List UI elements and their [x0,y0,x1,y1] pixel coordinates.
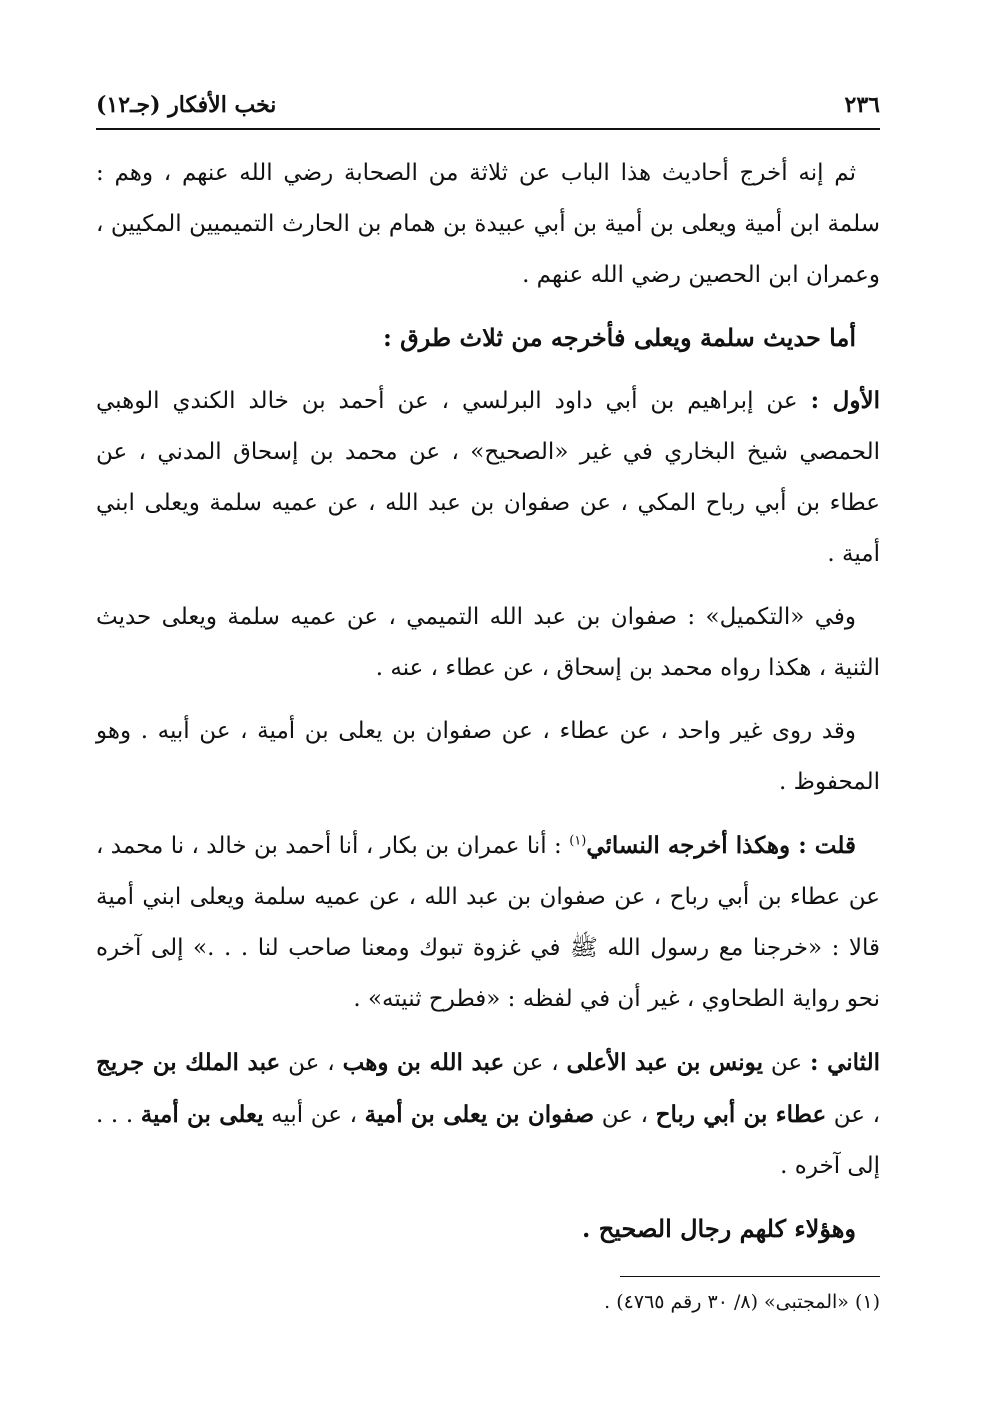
section-heading-salama-yala: أما حديث سلمة ويعلى فأخرجه من ثلاث طرق : [382,323,856,352]
paragraph-first-route [96,375,880,580]
header-rule [96,128,880,130]
text-segment: ، عن [280,1050,343,1076]
text-segment: عن [762,1050,810,1076]
narrator-name: عبد الملك بن جريج [96,1049,281,1076]
book-title: نخب الأفكار (جـ١٢) [96,92,277,118]
narrator-name: صفوان بن يعلى بن أمية [364,1101,595,1128]
narrator-name: عطاء بن أبي رباح [655,1101,827,1128]
paragraph-takmil: وفي «التكميل» : صفوان بن عبد الله التميمي ، عن عميه سلمة ويعلى حديث الثنية ، هكذا رواه محمد بن إسحاق ، عن عطاء ، عنه . [96,604,880,681]
text-segment: ، عن [826,1102,881,1128]
nasai-label: قلت : وهكذا أخرجه النسائي [586,832,856,859]
text-segment: ، عن أبيه [263,1102,365,1128]
narrator-name: يونس بن عبد الأعلى [566,1049,763,1076]
page-header [96,92,880,126]
book-page [96,92,880,1319]
first-route-label: الأول : [810,387,880,414]
first-route-text: عن إبراهيم بن أبي داود البرلسي ، عن أحمد بن خالد الكندي الوهبي الحمصي شيخ البخاري في غير «الصحيح» ، عن محمد بن إسحاق المدني ، عن عطاء بن أبي رباح المكي ، عن صفوان بن عبد الله ، عن عميه سلمة ويعلى ابني أمية . [96,388,880,567]
second-route-label: الثاني : [809,1049,880,1076]
paragraph-nasai [96,820,880,1025]
footnote: (١) «المجتبى» (٨/ ٣٠ رقم ٤٧٦٥) . [604,1291,880,1313]
footnote-rule [620,1276,880,1277]
narrator-name: يعلى بن أمية [140,1101,264,1128]
paragraph-intro: ثم إنه أخرج أحاديث هذا الباب عن ثلاثة من الصحابة رضي الله عنهم ، وهم : سلمة ابن أمية ويعلى بن أمية بن أبي عبيدة بن همام بن الحارث التميميين المكيين ، وعمران ابن الحصين رضي الله عنهم . [96,160,880,288]
page-number: ٢٣٦ [844,92,880,118]
paragraph-mahfuz: وقد روى غير واحد ، عن عطاء ، عن صفوان بن يعلى بن أمية ، عن أبيه . وهو المحفوظ . [96,718,880,795]
text-segment: . . . إلى آخره . [96,1102,880,1179]
closing-statement: وهؤلاء كلهم رجال الصحيح . [582,1214,856,1243]
nasai-text: : أنا عمران بن بكار ، أنا أحمد بن خالد ، نا محمد ، عن عطاء بن أبي رباح ، عن صفوان بن عبد الله ، عن عميه سلمة ويعلى ابني أمية قالا : «خرجنا مع رسول الله ﷺ في غزوة تبوك ومعنا صاحب لنا . . .» إلى آخره نحو رواية الطحاوي ، غير أن في لفظه : «فطرح ثنيته» . [96,833,880,1012]
text-segment: ، عن [504,1050,567,1076]
text-segment: ، عن [594,1102,656,1128]
footnote-reference[interactable]: (١) [569,833,587,849]
paragraph-second-route [96,1037,880,1192]
narrator-name: عبد الله بن وهب [342,1049,505,1076]
